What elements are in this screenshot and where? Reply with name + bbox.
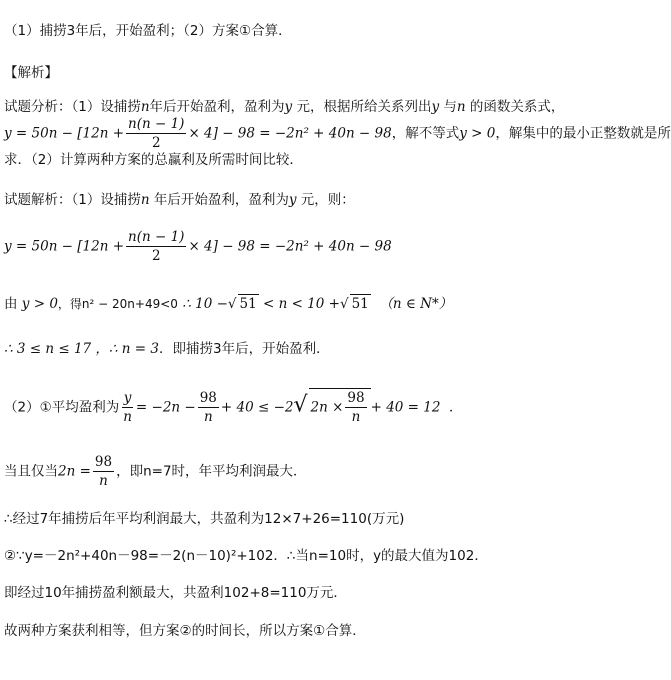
analysis-text: 与: [443, 99, 457, 115]
equality-condition-line: [4, 453, 307, 490]
fraction: [126, 115, 186, 152]
analysis-text: 试题分析：（1）设捕捞: [4, 99, 141, 115]
sqrt-icon: √: [227, 296, 237, 312]
analysis-text: 元，根据所给关系列出: [296, 99, 432, 115]
var-n: n: [140, 192, 150, 208]
analysis-line-3: 求．（2）计算两种方案的总赢利及所需时间比较．: [4, 152, 303, 168]
analysis-text: 年后开始盈利，盈利为: [149, 99, 285, 115]
sqrt-icon: √: [293, 392, 308, 418]
fraction-numerator: n(n − 1): [128, 116, 185, 132]
solution-intro: [4, 191, 355, 209]
analysis-text: ，解不等式: [391, 125, 460, 142]
quadratic-inequality: ，得n² − 20n+49<0: [57, 297, 178, 311]
radicand: 51: [351, 296, 369, 312]
fraction-denominator: n: [351, 409, 361, 425]
radicand: 2n ×: [310, 399, 344, 416]
fraction: [198, 389, 219, 426]
radicand: 51: [239, 296, 257, 312]
fraction-denominator: n: [123, 409, 132, 425]
average-profit-line: [4, 388, 463, 426]
inequality-line: [4, 294, 452, 313]
solution-text: （2）①平均盈利为: [4, 399, 120, 416]
solution-text: 试题解析：（1）设捕捞: [4, 192, 141, 208]
fraction: [345, 389, 366, 426]
fraction-numerator: 98: [347, 390, 365, 406]
solution-text: 元，则：: [300, 192, 355, 208]
inequality: y > 0: [459, 125, 496, 142]
solution-text: ，即n=7时，年平均利润最大．: [116, 463, 307, 480]
summary-line-3: 即经过10年捕捞盈利额最大，共盈利102+8=110万元．: [4, 585, 347, 601]
var-n: n: [140, 99, 150, 115]
fraction-numerator: n(n − 1): [128, 229, 185, 245]
expression: = −2n −: [135, 399, 196, 416]
fraction-numerator: 98: [94, 454, 113, 470]
sqrt-icon: √: [339, 296, 349, 312]
fraction: [121, 389, 134, 426]
fraction: [126, 228, 186, 265]
analysis-equation: [4, 115, 671, 152]
equation-right: × 4] − 98 = −2n² + 40n − 98: [188, 125, 392, 142]
solution-text: 由: [4, 296, 18, 312]
var-y: y: [431, 99, 440, 115]
solution-text: ．: [449, 399, 463, 416]
equation-left: y = 50n − [12n +: [4, 238, 125, 255]
var-n: n: [456, 99, 466, 115]
fraction-numerator: y: [123, 390, 132, 406]
solution-equation: [4, 228, 392, 265]
summary-line-2: ②∵y=－2n²+40n－98=－2(n－10)²+102．∴当n=10时，y的最大值为102．: [4, 548, 488, 564]
answer-line: （1）捕捞3年后，开始盈利；（2）方案①合算．: [4, 23, 292, 39]
fraction-denominator: n: [203, 409, 213, 425]
solution-text: 当且仅当: [4, 463, 58, 480]
expression: + 40 = 12: [370, 399, 441, 416]
expression: 2n =: [58, 463, 91, 480]
fraction-denominator: 2: [151, 135, 161, 151]
analysis-line-1: [4, 98, 564, 116]
var-y: y: [284, 99, 293, 115]
solution-text: ．即捕捞3年后，开始盈利．: [158, 341, 330, 357]
equation-left: y = 50n − [12n +: [4, 125, 125, 142]
fraction: [93, 453, 114, 490]
solution-text: 年后开始盈利，盈利为: [153, 192, 289, 208]
var-y: y: [288, 192, 297, 208]
domain-note: （n ∈ N*）: [379, 296, 453, 312]
analysis-text: 的函数关系式，: [469, 99, 565, 115]
fraction-numerator: 98: [199, 390, 217, 406]
conclusion-line: 故两种方案获利相等，但方案②的时间长，所以方案①合算．: [4, 623, 366, 639]
fraction-denominator: 2: [151, 248, 161, 264]
summary-line-1: ∴经过7年捕捞后年平均利润最大，共盈利为12×7+26=110(万元): [4, 511, 405, 527]
expression: + 40 ≤ −2: [220, 399, 294, 416]
equation-right: × 4] − 98 = −2n² + 40n − 98: [188, 238, 392, 255]
analysis-text: ，解集中的最小正整数就是所: [495, 125, 671, 142]
bound-mid: < n < 10 +: [262, 296, 340, 312]
sqrt-body: [309, 388, 371, 426]
bound-left: ∴ 10 −: [182, 296, 228, 312]
range-result: ∴ 3 ≤ n ≤ 17 ，∴ n = 3: [4, 341, 159, 357]
fraction-denominator: n: [99, 473, 108, 489]
inequality: y > 0: [21, 296, 58, 312]
section-header: 【解析】: [4, 65, 58, 81]
range-line: [4, 340, 330, 358]
